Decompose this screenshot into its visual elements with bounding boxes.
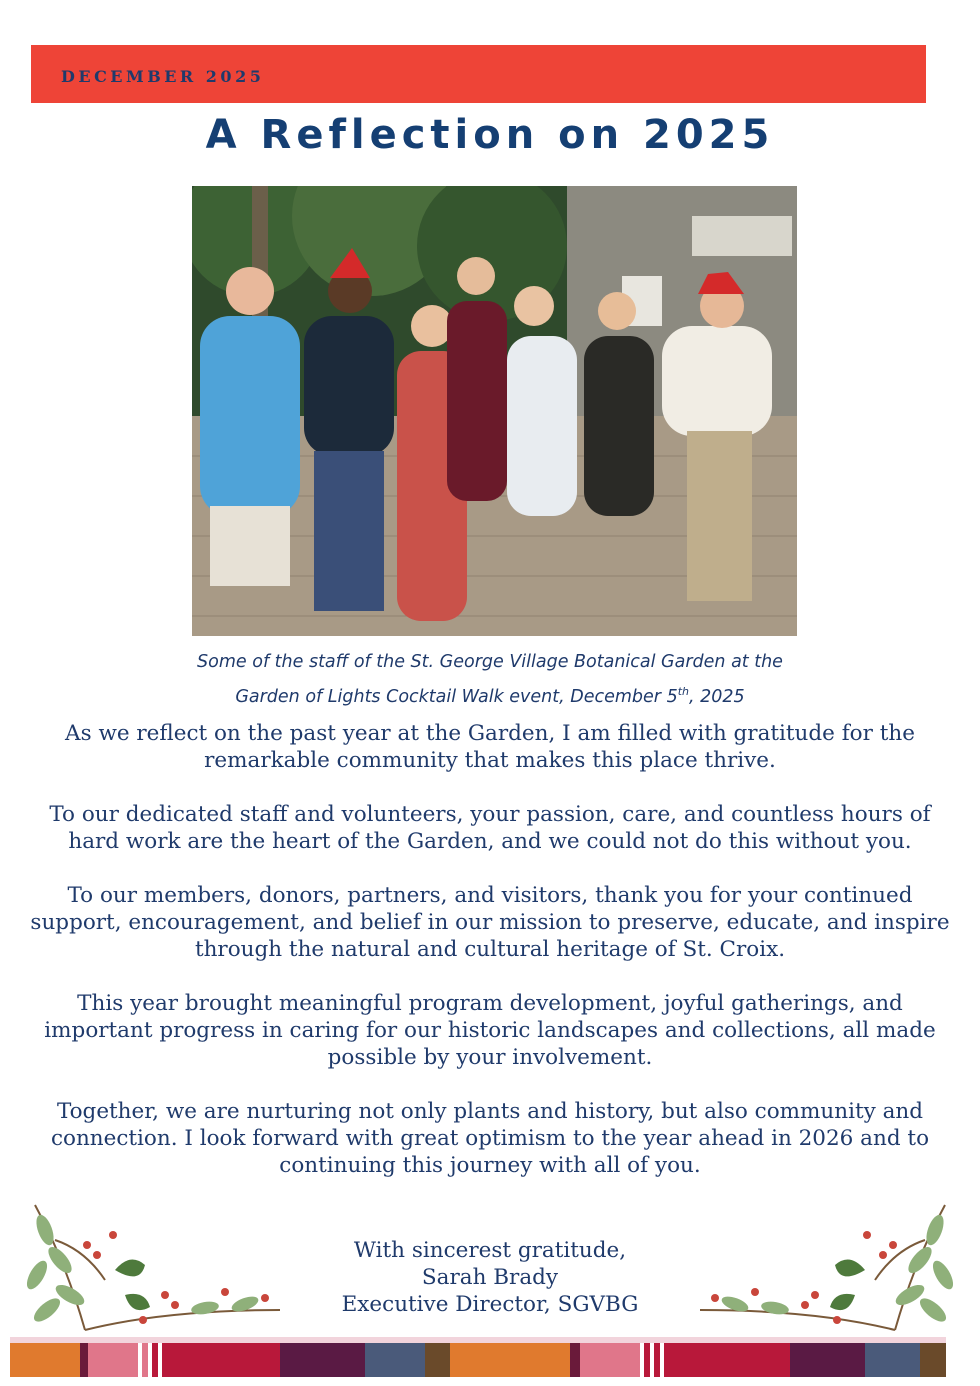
holly-berry-branch-icon (695, 1200, 955, 1339)
holly-berry-branch-icon (25, 1200, 285, 1339)
paragraph-year: This year brought meaningful program development, joyful gatherings, and important progress in caring for our historic landscapes and collections, all made possible by your involvement. (44, 991, 936, 1070)
signer-name: Sarah Brady (421, 1265, 559, 1290)
caption-line-2 (0, 677, 980, 712)
paragraph-gratitude: As we reflect on the past year at the Garden, I am filled with gratitude for the remarkable community that makes this place thrive. (65, 721, 915, 773)
staff-group-photo (192, 186, 797, 636)
madras-plaid-stripe (10, 1337, 946, 1377)
photo-caption (0, 648, 980, 712)
paragraph-members: To our members, donors, partners, and visitors, thank you for your continued support, encouragement, and belief in our mission to preserve, educate, and inspire through the natural and cultural heritage of St. Croix. (30, 883, 950, 962)
caption-line-1: Some of the staff of the St. George Village Botanical Garden at the (197, 652, 783, 672)
date-label: DECEMBER 2025 (61, 67, 265, 86)
caption-line-2-text: Garden of Lights Cocktail Walk event, December 5 (235, 686, 678, 707)
caption-ordinal: th (677, 685, 689, 698)
signer-role: Executive Director, SGVBG (341, 1292, 639, 1317)
caption-year: , 2025 (689, 686, 745, 707)
page-title: A Reflection on 2025 (205, 112, 775, 158)
paragraph-staff: To our dedicated staff and volunteers, your passion, care, and countless hours of hard work are the heart of the Garden, and we could not do this without you. (49, 802, 931, 854)
date-banner (31, 45, 926, 103)
paragraph-together: Together, we are nurturing not only plants and history, but also community and connection. I look forward with great optimism to the year ahead in 2026 and to continuing this journey with all of you. (50, 1099, 930, 1178)
letter-body (30, 720, 950, 1206)
closing: With sincerest gratitude, (353, 1238, 627, 1263)
